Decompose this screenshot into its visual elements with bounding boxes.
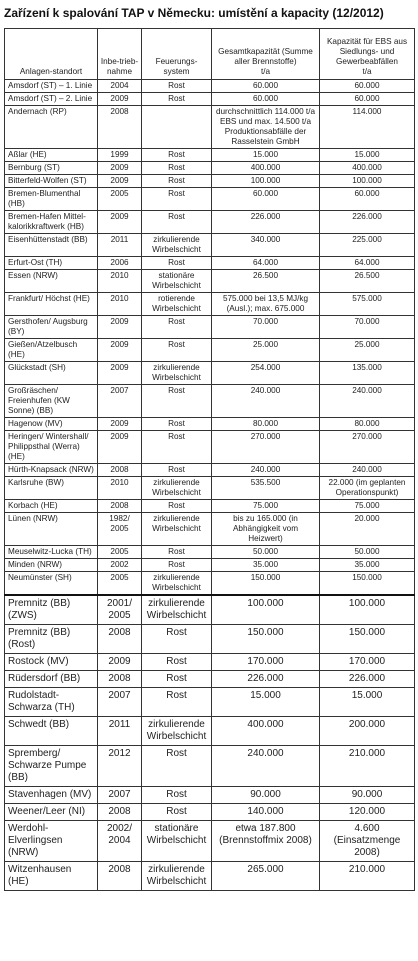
cell-site: Lünen (NRW)	[5, 513, 98, 546]
table-row	[5, 385, 415, 418]
table-row	[5, 671, 415, 688]
cell-year: 2002/ 2004	[98, 821, 142, 862]
cell-total: 340.000	[212, 234, 320, 257]
cell-system: Rost	[142, 418, 212, 431]
cell-total: 400.000	[212, 162, 320, 175]
cell-year: 2009	[98, 418, 142, 431]
table-row	[5, 821, 415, 862]
cell-total: etwa 187.800 (Brennstoffmix 2008)	[212, 821, 320, 862]
cell-total: 400.000	[212, 717, 320, 746]
cell-year: 2011	[98, 717, 142, 746]
table-row	[5, 362, 415, 385]
cell-year: 2005	[98, 572, 142, 596]
table-row	[5, 106, 415, 149]
cell-total: 100.000	[212, 595, 320, 625]
cell-site: Amsdorf (ST) – 1. Linie	[5, 80, 98, 93]
cell-ebs: 210.000	[320, 746, 415, 787]
cell-total: 60.000	[212, 188, 320, 211]
cell-site: Premnitz (BB) (ZWS)	[5, 595, 98, 625]
cell-year: 2008	[98, 625, 142, 654]
cell-ebs: 60.000	[320, 188, 415, 211]
table-row	[5, 746, 415, 787]
cell-ebs: 150.000	[320, 572, 415, 596]
cell-total: 240.000	[212, 464, 320, 477]
cell-site: Bernburg (ST)	[5, 162, 98, 175]
cell-system: Rost	[142, 746, 212, 787]
cell-total: 226.000	[212, 211, 320, 234]
header-commissioning: Inbe-trieb-nahme	[98, 29, 142, 80]
cell-site: Karlsruhe (BW)	[5, 477, 98, 500]
cell-total: 575.000 bei 13,5 MJ/kg (Ausl.); max. 675.000	[212, 293, 320, 316]
table-row	[5, 688, 415, 717]
cell-system: stationäre Wirbelschicht	[142, 270, 212, 293]
cell-site: Korbach (HE)	[5, 500, 98, 513]
cell-site: Heringen/ Wintershall/ Philippsthal (Werra) (HE)	[5, 431, 98, 464]
cell-year: 2004	[98, 80, 142, 93]
cell-system: Rost	[142, 162, 212, 175]
cell-year: 2008	[98, 106, 142, 149]
table-row	[5, 862, 415, 891]
cell-system: Rost	[142, 625, 212, 654]
table-row	[5, 257, 415, 270]
cell-total: durchschnittlich 114.000 t/a EBS und max. 14.500 t/a Produktionsabfälle der Rasselstein GmbH	[212, 106, 320, 149]
cell-site: Rudolstadt-Schwarza (TH)	[5, 688, 98, 717]
cell-ebs: 270.000	[320, 431, 415, 464]
header-site: Anlagen-standort	[5, 29, 98, 80]
cell-system: zirkulierende Wirbelschicht	[142, 862, 212, 891]
cell-system: Rost	[142, 464, 212, 477]
cell-system: rotierende Wirbelschicht	[142, 293, 212, 316]
capacity-table	[4, 28, 415, 891]
cell-site: Gersthofen/ Augsburg (BY)	[5, 316, 98, 339]
cell-year: 2011	[98, 234, 142, 257]
cell-total: 70.000	[212, 316, 320, 339]
cell-site: Andernach (RP)	[5, 106, 98, 149]
cell-site: Hagenow (MV)	[5, 418, 98, 431]
cell-site: Bitterfeld-Wolfen (ST)	[5, 175, 98, 188]
cell-site: Schwedt (BB)	[5, 717, 98, 746]
table-row	[5, 546, 415, 559]
cell-year: 2010	[98, 293, 142, 316]
cell-ebs: 135.000	[320, 362, 415, 385]
cell-system: Rost	[142, 93, 212, 106]
cell-ebs: 210.000	[320, 862, 415, 891]
cell-total: 90.000	[212, 787, 320, 804]
cell-total: 15.000	[212, 688, 320, 717]
cell-ebs: 4.600 (Einsatzmenge 2008)	[320, 821, 415, 862]
table-row	[5, 93, 415, 106]
cell-site: Weener/Leer (NI)	[5, 804, 98, 821]
cell-ebs: 200.000	[320, 717, 415, 746]
cell-site: Premnitz (BB) (Rost)	[5, 625, 98, 654]
cell-site: Amsdorf (ST) – 2. Linie	[5, 93, 98, 106]
table-row	[5, 293, 415, 316]
cell-year: 2009	[98, 362, 142, 385]
cell-system: Rost	[142, 787, 212, 804]
cell-ebs: 15.000	[320, 149, 415, 162]
cell-ebs: 80.000	[320, 418, 415, 431]
cell-system: zirkulierende Wirbelschicht	[142, 572, 212, 596]
cell-total: 100.000	[212, 175, 320, 188]
unit-label: t/a	[362, 67, 372, 76]
cell-year: 2009	[98, 316, 142, 339]
cell-year: 2006	[98, 257, 142, 270]
cell-year: 2008	[98, 500, 142, 513]
cell-site: Glückstadt (SH)	[5, 362, 98, 385]
cell-system: Rost	[142, 80, 212, 93]
cell-site: Aßlar (HE)	[5, 149, 98, 162]
cell-ebs: 75.000	[320, 500, 415, 513]
cell-ebs: 100.000	[320, 175, 415, 188]
header-firing-system: Feuerungs-system	[142, 29, 212, 80]
cell-site: Werdohl-Elverlingsen (NRW)	[5, 821, 98, 862]
cell-year: 2008	[98, 804, 142, 821]
cell-site: Bremen-Hafen Mittel-kalorikkraftwerk (HB)	[5, 211, 98, 234]
cell-total: 80.000	[212, 418, 320, 431]
cell-system: Rost	[142, 211, 212, 234]
cell-total: 15.000	[212, 149, 320, 162]
cell-ebs: 60.000	[320, 80, 415, 93]
cell-ebs: 240.000	[320, 464, 415, 477]
cell-system: Rost	[142, 688, 212, 717]
cell-site: Essen (NRW)	[5, 270, 98, 293]
cell-year: 1982/ 2005	[98, 513, 142, 546]
table-row	[5, 595, 415, 625]
cell-ebs: 114.000	[320, 106, 415, 149]
cell-system: Rost	[142, 149, 212, 162]
cell-system: zirkulierende Wirbelschicht	[142, 362, 212, 385]
cell-system: Rost	[142, 188, 212, 211]
header-total-capacity: Gesamtkapazität (Summe aller Brennstoffe) t/a	[212, 29, 320, 80]
cell-site: Frankfurt/ Höchst (HE)	[5, 293, 98, 316]
cell-system: Rost	[142, 316, 212, 339]
header-ebs-capacity: Kapazität für EBS aus Siedlungs- und Gewerbeabfällen t/a	[320, 29, 415, 80]
cell-ebs: 100.000	[320, 595, 415, 625]
cell-ebs: 15.000	[320, 688, 415, 717]
table-row	[5, 418, 415, 431]
cell-total: 254.000	[212, 362, 320, 385]
cell-total: 75.000	[212, 500, 320, 513]
page-title: Zařízení k spalování TAP v Německu: umístění a kapacity (12/2012)	[4, 6, 384, 20]
cell-ebs: 22.000 (im geplanten Operationspunkt)	[320, 477, 415, 500]
cell-year: 2009	[98, 175, 142, 188]
table-row	[5, 804, 415, 821]
unit-label: t/a	[260, 67, 271, 76]
table-row	[5, 316, 415, 339]
cell-ebs: 26.500	[320, 270, 415, 293]
cell-total: bis zu 165.000 (in Abhängigkeit vom Heizwert)	[212, 513, 320, 546]
table-row	[5, 787, 415, 804]
cell-site: Erfurt-Ost (TH)	[5, 257, 98, 270]
cell-system: Rost	[142, 385, 212, 418]
cell-system: Rost	[142, 339, 212, 362]
cell-site: Großräschen/ Freienhufen (KW Sonne) (BB)	[5, 385, 98, 418]
cell-year: 2009	[98, 654, 142, 671]
cell-year: 1999	[98, 149, 142, 162]
cell-ebs: 226.000	[320, 671, 415, 688]
cell-total: 240.000	[212, 746, 320, 787]
table-row	[5, 654, 415, 671]
cell-year: 2008	[98, 862, 142, 891]
cell-year: 2007	[98, 688, 142, 717]
cell-site: Eisenhüttenstadt (BB)	[5, 234, 98, 257]
cell-ebs: 35.000	[320, 559, 415, 572]
cell-ebs: 50.000	[320, 546, 415, 559]
cell-ebs: 25.000	[320, 339, 415, 362]
cell-ebs: 120.000	[320, 804, 415, 821]
table-row	[5, 625, 415, 654]
cell-total: 60.000	[212, 93, 320, 106]
table-row	[5, 477, 415, 500]
cell-year: 2009	[98, 431, 142, 464]
cell-total: 64.000	[212, 257, 320, 270]
cell-system: Rost	[142, 671, 212, 688]
cell-year: 2007	[98, 385, 142, 418]
cell-system: zirkulierende Wirbelschicht	[142, 513, 212, 546]
cell-site: Rostock (MV)	[5, 654, 98, 671]
cell-system: zirkulierende Wirbelschicht	[142, 477, 212, 500]
cell-year: 2009	[98, 93, 142, 106]
cell-year: 2001/ 2005	[98, 595, 142, 625]
cell-site: Stavenhagen (MV)	[5, 787, 98, 804]
cell-system: Rost	[142, 500, 212, 513]
cell-ebs: 240.000	[320, 385, 415, 418]
cell-ebs: 575.000	[320, 293, 415, 316]
cell-ebs: 400.000	[320, 162, 415, 175]
cell-system: Rost	[142, 546, 212, 559]
cell-year: 2005	[98, 188, 142, 211]
cell-site: Gießen/Atzelbusch (HE)	[5, 339, 98, 362]
cell-year: 2009	[98, 211, 142, 234]
cell-total: 35.000	[212, 559, 320, 572]
cell-system: Rost	[142, 654, 212, 671]
cell-system: zirkulierende Wirbelschicht	[142, 595, 212, 625]
cell-total: 270.000	[212, 431, 320, 464]
cell-year: 2009	[98, 162, 142, 175]
cell-total: 25.000	[212, 339, 320, 362]
table-row	[5, 162, 415, 175]
cell-ebs: 150.000	[320, 625, 415, 654]
cell-site: Spremberg/ Schwarze Pumpe (BB)	[5, 746, 98, 787]
cell-total: 50.000	[212, 546, 320, 559]
table-row	[5, 464, 415, 477]
table-row	[5, 175, 415, 188]
cell-total: 60.000	[212, 80, 320, 93]
cell-system	[142, 106, 212, 149]
cell-total: 240.000	[212, 385, 320, 418]
cell-system: Rost	[142, 175, 212, 188]
cell-system: Rost	[142, 431, 212, 464]
cell-ebs: 170.000	[320, 654, 415, 671]
cell-system: stationäre Wirbelschicht	[142, 821, 212, 862]
cell-total: 265.000	[212, 862, 320, 891]
table-row	[5, 149, 415, 162]
cell-ebs: 90.000	[320, 787, 415, 804]
cell-total: 226.000	[212, 671, 320, 688]
cell-site: Minden (NRW)	[5, 559, 98, 572]
cell-site: Witzenhausen (HE)	[5, 862, 98, 891]
table-row	[5, 339, 415, 362]
table-row	[5, 717, 415, 746]
cell-year: 2008	[98, 464, 142, 477]
cell-site: Bremen-Blumenthal (HB)	[5, 188, 98, 211]
table-row	[5, 270, 415, 293]
cell-ebs: 20.000	[320, 513, 415, 546]
table-row	[5, 431, 415, 464]
cell-total: 140.000	[212, 804, 320, 821]
cell-ebs: 226.000	[320, 211, 415, 234]
cell-site: Hürth-Knapsack (NRW)	[5, 464, 98, 477]
cell-ebs: 225.000	[320, 234, 415, 257]
cell-total: 535.500	[212, 477, 320, 500]
table-row	[5, 559, 415, 572]
table-row	[5, 188, 415, 211]
cell-total: 150.000	[212, 572, 320, 596]
cell-site: Meuselwitz-Lucka (TH)	[5, 546, 98, 559]
cell-year: 2010	[98, 270, 142, 293]
table-row	[5, 80, 415, 93]
table-row	[5, 500, 415, 513]
cell-system: Rost	[142, 804, 212, 821]
cell-total: 26.500	[212, 270, 320, 293]
cell-year: 2007	[98, 787, 142, 804]
cell-year: 2012	[98, 746, 142, 787]
cell-year: 2005	[98, 546, 142, 559]
cell-year: 2010	[98, 477, 142, 500]
cell-site: Neumünster (SH)	[5, 572, 98, 596]
cell-year: 2008	[98, 671, 142, 688]
cell-system: zirkulierende Wirbelschicht	[142, 717, 212, 746]
cell-ebs: 70.000	[320, 316, 415, 339]
cell-ebs: 60.000	[320, 93, 415, 106]
cell-year: 2009	[98, 339, 142, 362]
cell-site: Rüdersdorf (BB)	[5, 671, 98, 688]
table-header-row	[5, 29, 415, 80]
cell-system: Rost	[142, 559, 212, 572]
cell-total: 150.000	[212, 625, 320, 654]
table-row	[5, 234, 415, 257]
table-row	[5, 572, 415, 596]
cell-ebs: 64.000	[320, 257, 415, 270]
cell-system: Rost	[142, 257, 212, 270]
cell-total: 170.000	[212, 654, 320, 671]
table-row	[5, 513, 415, 546]
cell-system: zirkulierende Wirbelschicht	[142, 234, 212, 257]
table-row	[5, 211, 415, 234]
cell-year: 2002	[98, 559, 142, 572]
